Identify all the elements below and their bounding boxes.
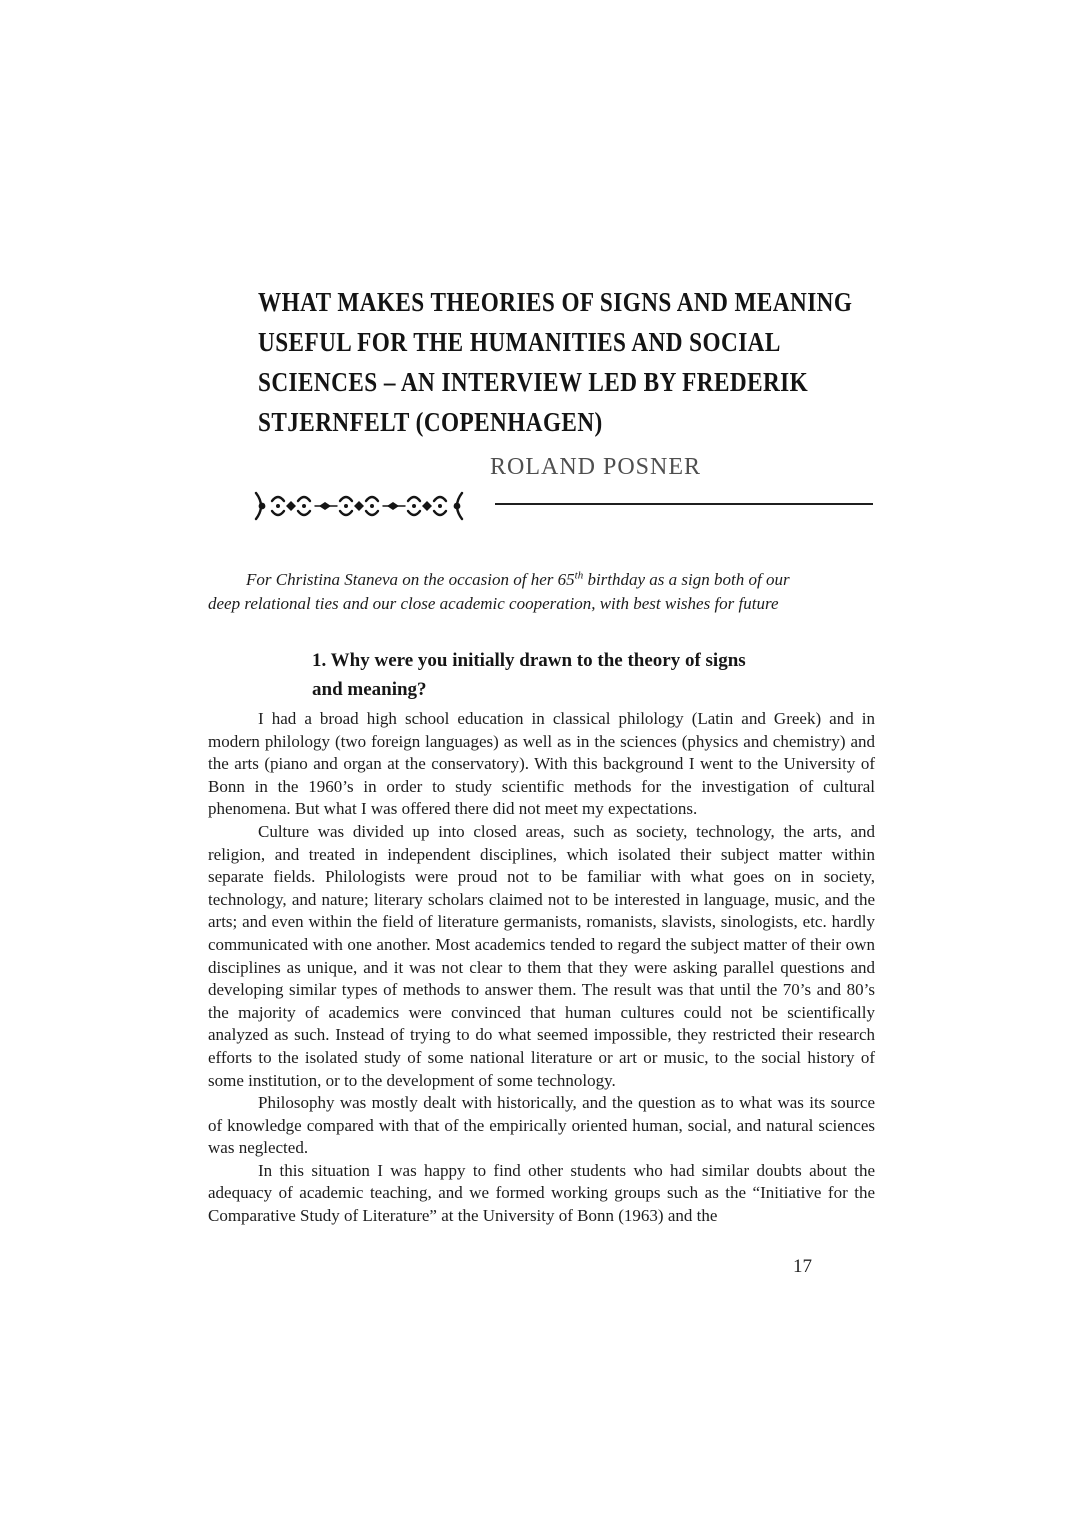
- title-line: STJERNFELT (COPENHAGEN): [258, 407, 603, 437]
- section-heading-line: and meaning?: [312, 679, 427, 700]
- dedication-line: deep relational ties and our close academic cooperation, with best wishes for future: [208, 594, 779, 613]
- fleuron-ornament-icon: [253, 489, 465, 523]
- paragraph: I had a broad high school education in classical philology (Latin and Greek) and in modern philology (two foreign languages) as well as in the sciences (physics and chemistry) and the arts (piano and organ at the conservatory). With this background I went to the University of Bonn in the 1960’s in order to study scientific methods for the investigation of cultural phenomena. But what I was offered there did not meet my expectations.: [208, 709, 875, 819]
- title-line: USEFUL FOR THE HUMANITIES AND SOCIAL: [258, 327, 781, 357]
- title-line: SCIENCES – AN INTERVIEW LED BY FREDERIK: [258, 367, 809, 397]
- section-heading-line: 1. Why were you initially drawn to the theory of signs: [312, 650, 746, 671]
- dedication-line: For Christina Staneva on the occasion of her 65th birthday as a sign both of our: [246, 569, 790, 589]
- author-underline-rule: [495, 503, 873, 505]
- dedication: [208, 568, 875, 616]
- page-number: 17: [793, 1256, 812, 1277]
- paragraph: In this situation I was happy to find other students who had similar doubts about the adequacy of academic teaching, and we formed working groups such as the “Initiative for the Comparative Study of Literature” at the University of Bonn (1963) and the: [208, 1160, 875, 1226]
- author-name: ROLAND POSNER: [490, 454, 702, 480]
- title-line: WHAT MAKES THEORIES OF SIGNS AND MEANING: [258, 287, 853, 317]
- article-title: [258, 282, 853, 442]
- article-body: [208, 708, 875, 1228]
- byline-row: [208, 442, 875, 538]
- paragraph: Philosophy was mostly dealt with historically, and the question as to what was its source of knowledge compared with that of the empirically oriented human, social, and natural sciences was neglected.: [208, 1093, 875, 1158]
- section-heading: [312, 646, 875, 704]
- paragraph: Culture was divided up into closed areas, such as society, technology, the arts, and religion, and treated in independent disciplines, which isolated their subject matter within separate fields. Philologists were proud not to be familiar with what goes on in society, technology, and nature; literary scholars claimed not to be interested in language, music, and the arts; and even within the field of literature germanists, romanists, slavists, sinologists, etc. hardly communicated with one another. Most academics tended to regard the subject matter of their own disciplines as unique, and it was not clear to them that they were asking parallel questions and developing similar types of methods to answer them. The result was that until the 70’s and 80’s the majority of academics were convinced that human cultures could not be scientifically analyzed as such. Instead of trying to do what seemed impossible, they restricted their research efforts to the isolated study of some national literature or art or music, to the social history of some institution, or to the development of some technology.: [208, 821, 875, 1090]
- article-content: [208, 0, 875, 1228]
